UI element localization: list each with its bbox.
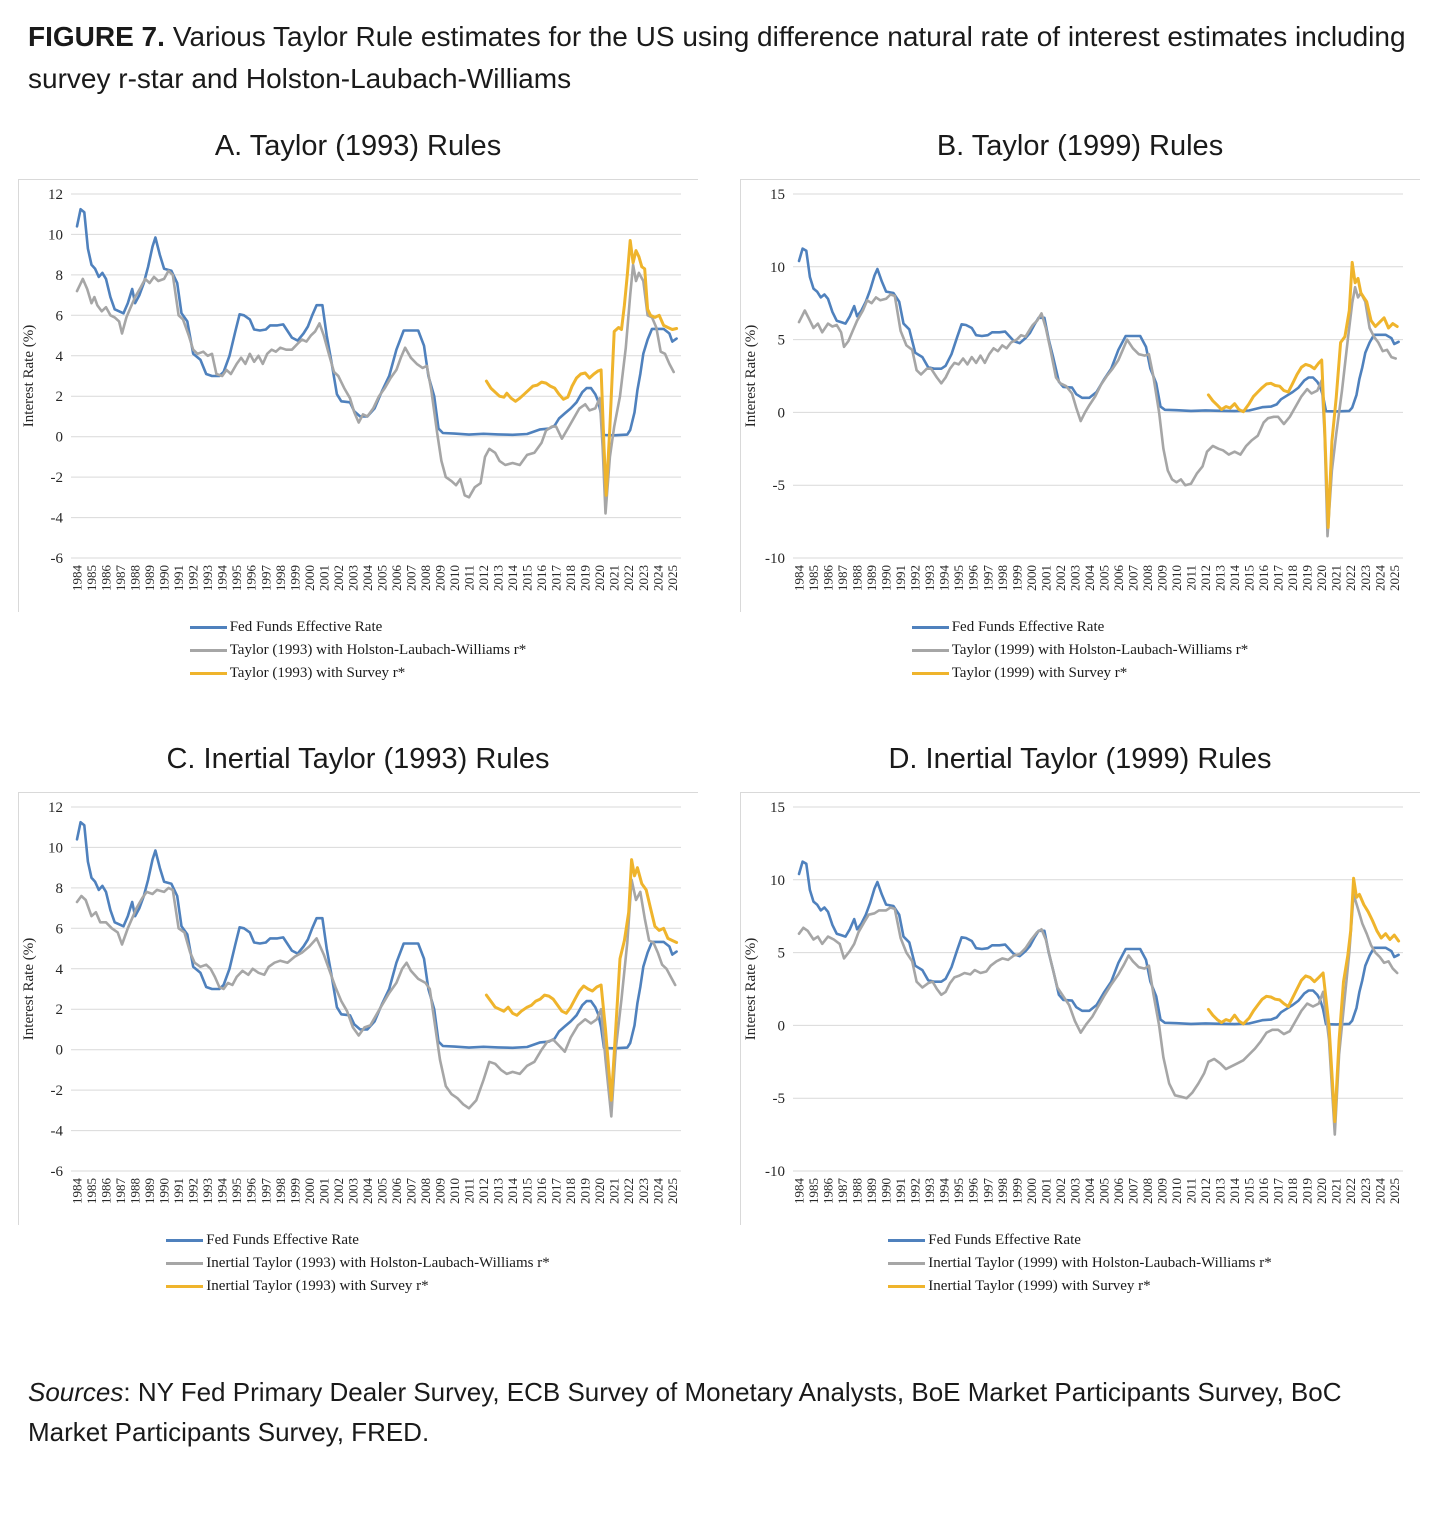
svg-text:2005: 2005 (1096, 1178, 1112, 1204)
svg-text:1990: 1990 (878, 565, 894, 591)
svg-text:2025: 2025 (1386, 565, 1402, 591)
svg-text:6: 6 (55, 308, 63, 325)
svg-text:2003: 2003 (1067, 565, 1083, 591)
svg-text:1987: 1987 (835, 1178, 851, 1204)
svg-text:2014: 2014 (505, 1178, 521, 1204)
svg-text:2022: 2022 (621, 565, 637, 591)
svg-text:2021: 2021 (606, 1178, 622, 1204)
svg-text:1999: 1999 (287, 1178, 303, 1204)
line-chart (741, 795, 1421, 1225)
svg-text:2003: 2003 (345, 565, 361, 591)
svg-text:1990: 1990 (156, 1178, 172, 1204)
sources-text: : NY Fed Primary Dealer Survey, ECB Survey of Monetary Analysts, BoE Market Participants Survey, BoC Market Participants Survey, FRED. (28, 1377, 1342, 1448)
svg-text:2001: 2001 (1038, 1178, 1054, 1204)
svg-text:1986: 1986 (98, 565, 114, 591)
svg-text:Interest Rate (%): Interest Rate (%) (743, 937, 759, 1041)
legend-item (166, 1252, 549, 1275)
legend-label: Fed Funds Effective Rate (229, 619, 383, 635)
panel-title: C. Inertial Taylor (1993) Rules (166, 743, 550, 775)
legend-item (166, 1229, 549, 1252)
svg-text:1988: 1988 (127, 1178, 143, 1204)
svg-text:1997: 1997 (980, 565, 996, 591)
svg-text:2005: 2005 (374, 565, 390, 591)
svg-text:2014: 2014 (1227, 565, 1243, 591)
svg-text:-5: -5 (772, 478, 785, 495)
chart-frame (740, 179, 1420, 612)
svg-text:2023: 2023 (1357, 1178, 1373, 1204)
figure-label: FIGURE 7. (28, 21, 165, 52)
svg-text:2018: 2018 (563, 565, 579, 591)
chart-frame (740, 792, 1420, 1225)
legend (190, 616, 527, 685)
svg-text:2000: 2000 (301, 1178, 317, 1204)
svg-text:10: 10 (48, 840, 63, 857)
svg-text:2024: 2024 (1372, 1178, 1388, 1204)
svg-text:-2: -2 (50, 1083, 63, 1100)
panel-b (740, 130, 1420, 685)
svg-text:2023: 2023 (635, 1178, 651, 1204)
legend-line-swatch (190, 626, 227, 629)
svg-text:2024: 2024 (650, 565, 666, 591)
svg-text:2018: 2018 (1285, 1178, 1301, 1204)
svg-text:8: 8 (55, 880, 63, 897)
svg-text:5: 5 (777, 945, 785, 962)
svg-text:1991: 1991 (171, 1178, 187, 1204)
svg-text:2006: 2006 (1110, 565, 1126, 591)
legend-line-swatch (166, 1239, 203, 1242)
svg-text:1987: 1987 (113, 1178, 129, 1204)
svg-text:2000: 2000 (1023, 1178, 1039, 1204)
svg-text:1984: 1984 (791, 565, 807, 591)
svg-text:1996: 1996 (243, 565, 259, 591)
svg-text:0: 0 (55, 1042, 63, 1059)
svg-text:2015: 2015 (1241, 1178, 1257, 1204)
svg-text:1994: 1994 (214, 1178, 230, 1204)
svg-text:-10: -10 (765, 551, 785, 567)
svg-text:2024: 2024 (650, 1178, 666, 1204)
svg-text:1995: 1995 (229, 565, 245, 591)
svg-text:5: 5 (777, 332, 785, 349)
svg-text:2008: 2008 (1140, 1178, 1155, 1204)
svg-text:2010: 2010 (1169, 565, 1184, 591)
svg-text:1989: 1989 (864, 565, 880, 591)
svg-text:1999: 1999 (1009, 565, 1025, 591)
svg-text:2002: 2002 (1052, 565, 1068, 591)
svg-text:2020: 2020 (592, 1178, 608, 1204)
svg-text:2022: 2022 (621, 1178, 637, 1204)
figure-title (0, 0, 1440, 100)
svg-text:2000: 2000 (301, 565, 317, 591)
svg-text:1988: 1988 (127, 565, 143, 591)
svg-text:2015: 2015 (519, 1178, 535, 1204)
svg-text:1987: 1987 (835, 565, 851, 591)
svg-text:2021: 2021 (1328, 565, 1344, 591)
svg-text:2003: 2003 (1067, 1178, 1083, 1204)
svg-text:2025: 2025 (1386, 1178, 1402, 1204)
panel-grid (0, 130, 1440, 1298)
svg-text:4: 4 (55, 348, 63, 365)
svg-text:2011: 2011 (1183, 1178, 1199, 1204)
svg-text:1996: 1996 (965, 565, 981, 591)
svg-text:2013: 2013 (490, 1178, 506, 1204)
svg-text:1992: 1992 (907, 565, 923, 591)
svg-text:2019: 2019 (577, 565, 593, 591)
svg-text:Interest Rate (%): Interest Rate (%) (21, 937, 37, 1041)
svg-text:2001: 2001 (316, 565, 332, 591)
legend-item (888, 1275, 1271, 1298)
svg-text:2012: 2012 (476, 565, 491, 591)
legend-label: Inertial Taylor (1999) with Holston-Laubach-Williams r* (928, 1255, 1272, 1271)
svg-text:2019: 2019 (1299, 1178, 1315, 1204)
legend (166, 1229, 549, 1298)
svg-text:2025: 2025 (664, 565, 680, 591)
legend-label: Fed Funds Effective Rate (951, 619, 1105, 635)
svg-text:2019: 2019 (577, 1178, 593, 1204)
svg-text:2011: 2011 (461, 565, 477, 591)
svg-text:2025: 2025 (664, 1178, 680, 1204)
svg-text:2020: 2020 (1314, 565, 1330, 591)
svg-text:12: 12 (48, 187, 63, 203)
legend-label: Inertial Taylor (1999) with Survey r* (928, 1278, 1151, 1294)
legend-line-swatch (912, 626, 949, 629)
svg-text:2008: 2008 (418, 1178, 433, 1204)
legend-line-swatch (166, 1285, 203, 1288)
svg-text:2010: 2010 (1169, 1178, 1184, 1204)
svg-text:1990: 1990 (156, 565, 172, 591)
figure-title-text: Various Taylor Rule estimates for the US using difference natural rate of interest estimates including survey r-star and Holston-Laubach-Williams (28, 21, 1406, 94)
sources-label: Sources (28, 1377, 124, 1407)
chart-frame (18, 179, 698, 612)
legend-item (888, 1229, 1271, 1252)
svg-text:2022: 2022 (1343, 565, 1359, 591)
svg-text:2007: 2007 (1125, 565, 1141, 591)
svg-text:2009: 2009 (432, 1178, 448, 1204)
svg-text:2004: 2004 (1081, 565, 1097, 591)
svg-text:10: 10 (770, 872, 785, 889)
panel-title: A. Taylor (1993) Rules (214, 130, 502, 162)
svg-text:1988: 1988 (849, 1178, 865, 1204)
legend-item (166, 1275, 549, 1298)
svg-text:1993: 1993 (200, 565, 216, 591)
svg-text:2001: 2001 (316, 1178, 332, 1204)
svg-text:2017: 2017 (1270, 565, 1286, 591)
svg-text:10: 10 (770, 259, 785, 276)
svg-text:2009: 2009 (1154, 565, 1170, 591)
svg-text:1994: 1994 (936, 565, 952, 591)
line-chart (19, 182, 699, 612)
legend-label: Taylor (1993) with Holston-Laubach-Williams r* (229, 642, 527, 658)
legend-line-swatch (888, 1285, 925, 1288)
svg-text:4: 4 (55, 961, 63, 978)
svg-text:1999: 1999 (1009, 1178, 1025, 1204)
legend-line-swatch (888, 1239, 925, 1242)
svg-text:1985: 1985 (84, 565, 99, 591)
svg-text:2013: 2013 (1212, 1178, 1228, 1204)
svg-text:-5: -5 (772, 1091, 785, 1108)
svg-text:2006: 2006 (388, 565, 404, 591)
svg-text:1986: 1986 (98, 1178, 114, 1204)
svg-text:-10: -10 (765, 1164, 785, 1180)
svg-text:-6: -6 (50, 551, 63, 567)
svg-text:1995: 1995 (951, 565, 967, 591)
svg-text:Interest Rate (%): Interest Rate (%) (21, 324, 37, 428)
legend-line-swatch (888, 1262, 925, 1265)
svg-text:2004: 2004 (1081, 1178, 1097, 1204)
svg-text:10: 10 (48, 227, 63, 244)
svg-text:1992: 1992 (907, 1178, 923, 1204)
svg-text:2018: 2018 (1285, 565, 1301, 591)
svg-text:1991: 1991 (893, 1178, 909, 1204)
svg-text:2009: 2009 (432, 565, 448, 591)
legend-item (912, 662, 1249, 685)
svg-text:1985: 1985 (806, 1178, 821, 1204)
svg-text:2024: 2024 (1372, 565, 1388, 591)
panel-d (740, 743, 1420, 1298)
svg-text:2010: 2010 (447, 1178, 462, 1204)
svg-text:1998: 1998 (994, 565, 1010, 591)
legend-item (190, 616, 527, 639)
svg-text:2011: 2011 (461, 1178, 477, 1204)
svg-text:2013: 2013 (1212, 565, 1228, 591)
panel-title: B. Taylor (1999) Rules (936, 130, 1224, 162)
svg-text:1986: 1986 (820, 565, 836, 591)
legend-label: Fed Funds Effective Rate (206, 1232, 359, 1248)
svg-text:12: 12 (48, 800, 63, 816)
svg-text:2023: 2023 (1357, 565, 1373, 591)
svg-text:2006: 2006 (388, 1178, 404, 1204)
svg-text:1987: 1987 (113, 565, 129, 591)
svg-text:2009: 2009 (1154, 1178, 1170, 1204)
svg-text:1998: 1998 (272, 1178, 288, 1204)
svg-text:2007: 2007 (1125, 1178, 1141, 1204)
svg-text:1996: 1996 (243, 1178, 259, 1204)
svg-text:2008: 2008 (418, 565, 433, 591)
svg-text:2001: 2001 (1038, 565, 1054, 591)
sources-note (28, 1372, 1412, 1453)
legend-label: Taylor (1993) with Survey r* (229, 665, 406, 681)
svg-text:2007: 2007 (403, 565, 419, 591)
svg-text:1984: 1984 (69, 565, 85, 591)
svg-text:1986: 1986 (820, 1178, 836, 1204)
svg-text:2002: 2002 (330, 1178, 346, 1204)
svg-text:1995: 1995 (951, 1178, 967, 1204)
svg-text:1990: 1990 (878, 1178, 894, 1204)
svg-text:-2: -2 (50, 470, 63, 487)
svg-text:1985: 1985 (84, 1178, 99, 1204)
svg-text:2014: 2014 (505, 565, 521, 591)
svg-text:2017: 2017 (548, 565, 564, 591)
svg-text:1991: 1991 (893, 565, 909, 591)
svg-text:2020: 2020 (592, 565, 608, 591)
panel-a (18, 130, 698, 685)
legend-label: Fed Funds Effective Rate (928, 1232, 1081, 1248)
svg-text:2018: 2018 (563, 1178, 579, 1204)
svg-text:1985: 1985 (806, 565, 821, 591)
svg-text:2014: 2014 (1227, 1178, 1243, 1204)
svg-text:1993: 1993 (922, 565, 938, 591)
svg-text:2015: 2015 (1241, 565, 1257, 591)
svg-text:2: 2 (55, 389, 63, 406)
svg-text:2019: 2019 (1299, 565, 1315, 591)
legend (912, 616, 1249, 685)
svg-text:2007: 2007 (403, 1178, 419, 1204)
svg-text:1991: 1991 (171, 565, 187, 591)
svg-text:1992: 1992 (185, 1178, 201, 1204)
svg-text:Interest Rate (%): Interest Rate (%) (743, 324, 759, 428)
svg-text:2015: 2015 (519, 565, 535, 591)
svg-text:1984: 1984 (69, 1178, 85, 1204)
svg-text:2023: 2023 (635, 565, 651, 591)
svg-text:-6: -6 (50, 1164, 63, 1180)
svg-text:2003: 2003 (345, 1178, 361, 1204)
svg-text:2022: 2022 (1343, 1178, 1359, 1204)
svg-text:1994: 1994 (936, 1178, 952, 1204)
svg-text:15: 15 (770, 187, 785, 203)
svg-text:2016: 2016 (534, 1178, 550, 1204)
svg-text:1998: 1998 (272, 565, 288, 591)
svg-text:1993: 1993 (922, 1178, 938, 1204)
svg-text:2012: 2012 (476, 1178, 491, 1204)
svg-text:2002: 2002 (1052, 1178, 1068, 1204)
legend-line-swatch (166, 1262, 203, 1265)
legend-label: Inertial Taylor (1993) with Holston-Laubach-Williams r* (206, 1255, 550, 1271)
panel-c (18, 743, 698, 1298)
legend-item (912, 639, 1249, 662)
svg-text:2016: 2016 (534, 565, 550, 591)
svg-text:2006: 2006 (1110, 1178, 1126, 1204)
svg-text:2017: 2017 (548, 1178, 564, 1204)
svg-text:0: 0 (777, 1018, 785, 1035)
svg-text:0: 0 (777, 405, 785, 422)
svg-text:2012: 2012 (1198, 1178, 1213, 1204)
svg-text:2002: 2002 (330, 565, 346, 591)
svg-text:2005: 2005 (374, 1178, 390, 1204)
svg-text:2004: 2004 (359, 1178, 375, 1204)
svg-text:1997: 1997 (980, 1178, 996, 1204)
svg-text:1999: 1999 (287, 565, 303, 591)
svg-text:2005: 2005 (1096, 565, 1112, 591)
svg-text:2016: 2016 (1256, 1178, 1272, 1204)
svg-text:1994: 1994 (214, 565, 230, 591)
svg-text:-4: -4 (50, 1123, 63, 1140)
svg-text:1989: 1989 (142, 1178, 158, 1204)
svg-text:2016: 2016 (1256, 565, 1272, 591)
legend-item (912, 616, 1249, 639)
svg-text:2013: 2013 (490, 565, 506, 591)
svg-text:0: 0 (55, 429, 63, 446)
svg-text:1993: 1993 (200, 1178, 216, 1204)
svg-text:2021: 2021 (606, 565, 622, 591)
legend-line-swatch (912, 649, 949, 652)
svg-text:2008: 2008 (1140, 565, 1155, 591)
panel-title: D. Inertial Taylor (1999) Rules (888, 743, 1272, 775)
line-chart (19, 795, 699, 1225)
legend-label: Taylor (1999) with Survey r* (951, 665, 1128, 681)
svg-text:2: 2 (55, 1002, 63, 1019)
legend-line-swatch (190, 649, 227, 652)
svg-text:1984: 1984 (791, 1178, 807, 1204)
legend-item (888, 1252, 1271, 1275)
legend-line-swatch (190, 672, 227, 675)
legend-label: Taylor (1999) with Holston-Laubach-Williams r* (951, 642, 1249, 658)
svg-text:8: 8 (55, 267, 63, 284)
legend-label: Inertial Taylor (1993) with Survey r* (206, 1278, 429, 1294)
legend (888, 1229, 1271, 1298)
line-chart (741, 182, 1421, 612)
svg-text:2010: 2010 (447, 565, 462, 591)
svg-text:2017: 2017 (1270, 1178, 1286, 1204)
svg-text:6: 6 (55, 921, 63, 938)
svg-text:-4: -4 (50, 510, 63, 527)
svg-text:1992: 1992 (185, 565, 201, 591)
svg-text:2011: 2011 (1183, 565, 1199, 591)
svg-text:2000: 2000 (1023, 565, 1039, 591)
legend-item (190, 639, 527, 662)
svg-text:15: 15 (770, 800, 785, 816)
svg-text:1997: 1997 (258, 1178, 274, 1204)
legend-line-swatch (912, 672, 949, 675)
svg-text:1995: 1995 (229, 1178, 245, 1204)
svg-text:2004: 2004 (359, 565, 375, 591)
svg-text:1997: 1997 (258, 565, 274, 591)
svg-text:1996: 1996 (965, 1178, 981, 1204)
legend-item (190, 662, 527, 685)
svg-text:1988: 1988 (849, 565, 865, 591)
svg-text:1989: 1989 (142, 565, 158, 591)
svg-text:2012: 2012 (1198, 565, 1213, 591)
chart-frame (18, 792, 698, 1225)
svg-text:1998: 1998 (994, 1178, 1010, 1204)
svg-text:2021: 2021 (1328, 1178, 1344, 1204)
svg-text:2020: 2020 (1314, 1178, 1330, 1204)
svg-text:1989: 1989 (864, 1178, 880, 1204)
